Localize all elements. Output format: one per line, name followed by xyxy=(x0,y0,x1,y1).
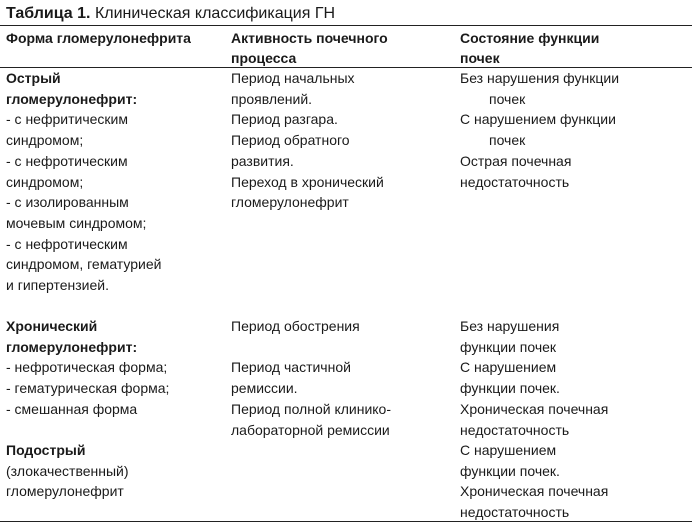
cell-line: Хроническая почечная xyxy=(460,400,609,417)
cell-line: проявлений. xyxy=(231,90,313,107)
cell-line: гломерулонефрит xyxy=(231,194,349,211)
cell-subacute-function xyxy=(460,440,688,523)
cell-line: Подострый xyxy=(6,442,86,458)
cell-line: Острый xyxy=(6,70,61,86)
cell-line: ремиссии. xyxy=(231,380,298,397)
cell-line: почек xyxy=(489,90,526,107)
table-title-label: Таблица 1. xyxy=(6,5,91,22)
cell-acute-activity xyxy=(231,68,453,213)
cell-line xyxy=(231,337,453,358)
cell-line: - нефротическая форма; xyxy=(6,359,168,376)
cell-line: мочевым синдромом; xyxy=(6,214,147,231)
header-function-line: Состояние функции xyxy=(460,30,600,46)
cell-line: Хронический xyxy=(6,318,98,334)
cell-line: С нарушением функции xyxy=(460,111,616,128)
cell-acute-form xyxy=(6,68,224,296)
cell-line: недостаточность xyxy=(460,173,570,190)
table-title xyxy=(6,4,335,24)
cell-line: С нарушением xyxy=(460,359,557,376)
cell-line: синдромом; xyxy=(6,173,84,190)
cell-line: Период обратного xyxy=(231,132,350,149)
cell-line: Без нарушения функции xyxy=(460,70,620,86)
cell-line: Хроническая почечная xyxy=(460,483,609,500)
cell-line: функции почек. xyxy=(460,462,560,479)
cell-line: синдромом; xyxy=(6,132,84,149)
table-title-text: Клиническая классификация ГН xyxy=(94,5,336,22)
cell-subacute-form xyxy=(6,440,224,502)
cell-line: и гипертензией. xyxy=(6,277,109,294)
cell-line: С нарушением xyxy=(460,442,557,458)
cell-line: гломерулонефрит: xyxy=(6,338,138,355)
cell-chronic-function xyxy=(460,316,688,440)
table-bottom-rule xyxy=(0,521,692,522)
cell-line: - с нефритическим xyxy=(6,111,128,128)
cell-line: гломерулонефрит: xyxy=(6,90,138,107)
cell-acute-function xyxy=(460,68,688,192)
cell-line: лабораторной ремиссии xyxy=(231,421,390,438)
cell-line: - гематурическая форма; xyxy=(6,380,170,397)
header-form: Форма гломерулонефрита xyxy=(6,30,191,46)
cell-line: развития. xyxy=(231,152,294,169)
header-activity-line: Активность почечного xyxy=(231,30,388,46)
cell-line: Период полной клинико- xyxy=(231,400,392,417)
cell-line: недостаточность xyxy=(460,421,570,438)
cell-chronic-activity xyxy=(231,316,453,440)
cell-line: - с нефротическим xyxy=(6,235,128,252)
cell-line: Переход в хронический xyxy=(231,173,384,190)
cell-line: гломерулонефрит xyxy=(6,483,124,500)
cell-line: синдромом, гематурией xyxy=(6,256,162,273)
cell-chronic-form xyxy=(6,316,224,420)
cell-line: - с нефротическим xyxy=(6,152,128,169)
header-activity xyxy=(231,28,446,68)
cell-line: Период разгара. xyxy=(231,111,338,128)
cell-line: почек xyxy=(489,132,526,149)
cell-line: (злокачественный) xyxy=(6,462,129,479)
cell-line: Острая почечная xyxy=(460,152,572,169)
cell-line: функции почек xyxy=(460,338,557,355)
cell-line: Период начальных xyxy=(231,70,355,86)
cell-line: Период частичной xyxy=(231,359,351,376)
cell-line: Период обострения xyxy=(231,318,360,334)
cell-line: - с изолированным xyxy=(6,194,129,211)
cell-line: Без нарушения xyxy=(460,318,560,334)
header-activity-line: процесса xyxy=(231,50,297,66)
cell-line: функции почек. xyxy=(460,380,560,397)
header-function xyxy=(460,28,685,68)
header-function-line: почек xyxy=(460,50,500,66)
header-top-rule xyxy=(0,25,692,26)
cell-line: - смешанная форма xyxy=(6,400,138,417)
cell-line: недостаточность xyxy=(460,504,570,521)
